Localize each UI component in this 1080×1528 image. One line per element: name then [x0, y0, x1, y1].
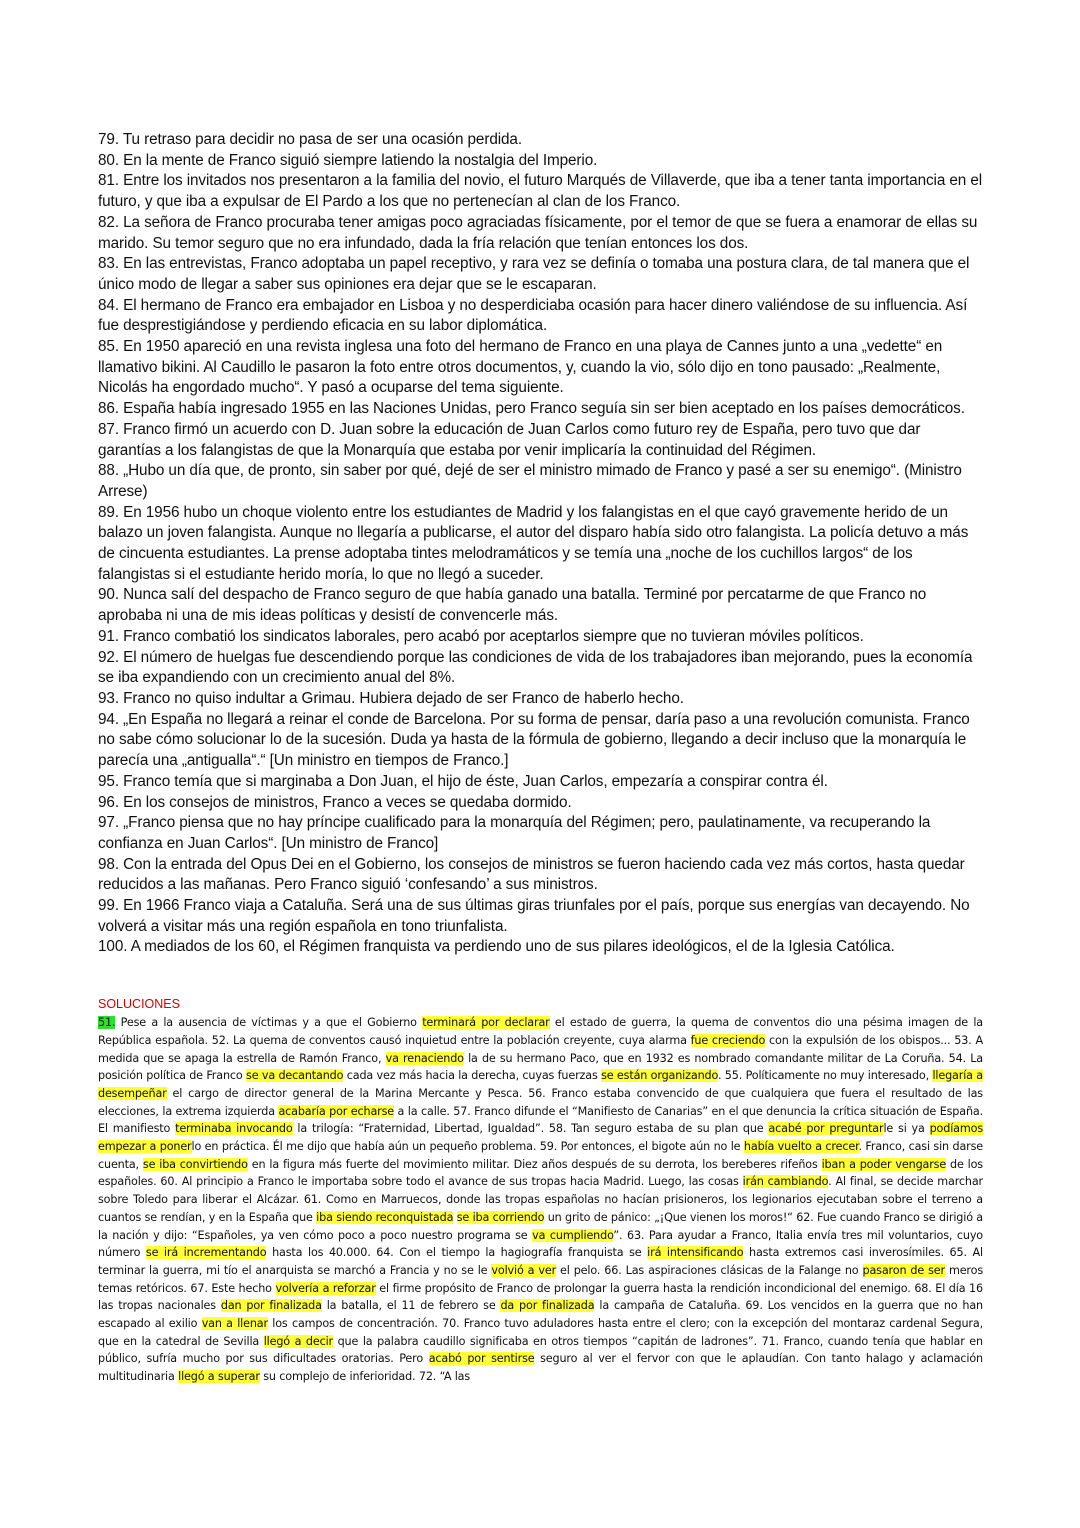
solution-text: cada vez más hacia la derecha, cuyas fuerzas: [343, 1069, 602, 1083]
highlighted-phrase: van a llenar: [201, 1317, 268, 1331]
list-item: 96. En los consejos de ministros, Franco a veces se quedaba dormido.: [98, 793, 572, 811]
solution-text: le si ya: [883, 1122, 930, 1136]
solution-text: a la calle. 57. Franco difunde el “Manifiesto de Canarias” en el que denuncia la crítica situación de España. El manifiesto: [98, 1104, 983, 1136]
solution-text: . Franco, casi sin darse cuenta,: [98, 1140, 984, 1171]
list-item: 87. Franco firmó un acuerdo con D. Juan sobre la educación de Juan Carlos como futuro rey de España, pero tuvo que dar garantías a los falangistas de que la Monarquía que estaba por venir implicaría la continuidad del Régimen.: [98, 420, 921, 459]
solution-text: su complejo de inferioridad. 72. “A las: [259, 1370, 471, 1384]
list-item: 90. Nunca salí del despacho de Franco seguro de que había ganado una batalla. Terminé por percatarme de que Franco no aprobaba ni una de mis ideas políticas y desistí de convencerle más.: [98, 586, 927, 625]
solutions-paragraph: [98, 1014, 983, 1386]
highlighted-phrase: va renaciendo: [385, 1051, 464, 1065]
highlighted-phrase: había vuelto a crecer: [743, 1140, 859, 1154]
solution-text: el pelo. 66. Las aspiraciones clásicas de la Falange no: [556, 1263, 863, 1277]
list-item: 84. El hermano de Franco era embajador en Lisboa y no desperdiciaba ocasión para hacer dinero valiéndose de su influencia. Así fue desprestigiándose y perdiendo eficacia en su labor diplomática.: [98, 296, 968, 335]
highlighted-phrase: va cumpliendo: [532, 1228, 614, 1242]
solution-text: hasta extremos casi inverosímiles. 65. Al terminar la guerra, mi tío el anarquista se marchó a Francia y no se le: [98, 1246, 983, 1277]
solution-text: que la palabra caudillo significaba en otros tiempos “capitán de ladrones”. 71. Franco, cuando tenía que hablar en público, sufría mucho por sus dificultades oratorias. Pero: [98, 1334, 983, 1366]
list-item: 100. A mediados de los 60, el Régimen franquista va perdiendo uno de sus pilares ideológicos, el de la Iglesia Católica.: [98, 938, 895, 956]
list-item: 82. La señora de Franco procuraba tener amigas poco agraciadas físicamente, por el temor de que se fuera a enamorar de ellas su marido. Su temor seguro que no era infundado, dada la fría relación que tenían entonces los dos.: [98, 213, 978, 252]
solution-text: . 55. Políticamente no muy interesado,: [717, 1069, 933, 1083]
list-item: 98. Con la entrada del Opus Dei en el Gobierno, los consejos de ministros se fueron haciendo cada vez más cortos, hasta quedar reducidos a las mañanas. Pero Franco siguió ‘confesando’ a sus ministros.: [98, 855, 965, 894]
highlighted-phrase: irán cambiando: [742, 1175, 829, 1189]
list-item: 91. Franco combatió los sindicatos laborales, pero acabó por aceptarlos siempre que no tuvieran móviles políticos.: [98, 627, 864, 645]
list-item: 95. Franco temía que si marginaba a Don Juan, el hijo de éste, Juan Carlos, empezaría a conspirar contra él.: [98, 772, 828, 790]
highlighted-phrase: llegó a decir: [263, 1334, 333, 1348]
solution-text: de los españoles. 60. Al principio a Franco le importaba sobre todo el avance de sus tropas hacia Madrid. Luego, las cosas: [98, 1157, 983, 1189]
highlighted-phrase: llegó a superar: [178, 1370, 260, 1384]
list-item: 93. Franco no quiso indultar a Grimau. Hubiera dejado de ser Franco de haberlo hecho.: [98, 689, 684, 707]
quote-list: [98, 130, 983, 958]
solution-text: la trilogía: “Fraternidad, Libertad, Igualdad”. 58. Tan seguro estaba de su plan que: [292, 1122, 769, 1136]
highlighted-phrase: acabé por preguntar: [768, 1122, 884, 1136]
highlighted-phrase: irá intensificando: [647, 1246, 744, 1260]
list-item: 88. „Hubo un día que, de pronto, sin saber por qué, dejé de ser el ministro mimado de Franco y pasé a ser su enemigo“. (Ministro Arrese): [98, 462, 962, 500]
highlighted-phrase: dan por finalizada: [220, 1299, 322, 1313]
highlighted-phrase: se iba convirtiendo: [142, 1157, 248, 1171]
list-item: 79. Tu retraso para decidir no pasa de ser una ocasión perdida.: [98, 131, 522, 148]
highlighted-phrase: iba siendo reconquistada: [316, 1210, 454, 1224]
solution-text: la de su hermano Paco, que en 1932 es nombrado comandante militar de La Coruña. 54. La posición política de Franco: [98, 1051, 983, 1083]
list-item: 94. „En España no llegará a reinar el conde de Barcelona. Por su forma de pensar, daría paso a una revolución comunista. Franco no sabe cómo solucionar lo de la sucesión. Duda ya hasta de la fórmula de gobierno, llegando a decir incluso que la monarquía le parecía una „antigualla“.“ [Un ministro en tiempos de Franco.]: [98, 710, 970, 770]
highlighted-phrase: se están organizando: [601, 1069, 718, 1083]
list-item: 81. Entre los invitados nos presentaron a la familia del novio, el futuro Marqués de Villaverde, que iba a tener tanta importancia en el futuro, y que iba a expulsar de El Pardo a los que no pertenecían al clan de los Franco.: [98, 172, 983, 211]
list-item: 97. „Franco piensa que no hay príncipe cualificado para la monarquía del Régimen; pero, paulatinamente, va recuperando la confianza en Juan Carlos“. [Un ministro de Franco]: [98, 814, 931, 852]
highlighted-phrase: pasaron de ser: [862, 1263, 945, 1277]
highlighted-phrase: volvió a ver: [491, 1263, 557, 1277]
solution-text: ”. 63. Para ayudar a Franco, Italia envía tres mil voluntarios, cuyo número: [98, 1228, 984, 1260]
solution-text: Pese a la ausencia de víctimas y a que el Gobierno: [115, 1016, 423, 1030]
solution-text: un grito de pánico: „¡Que vienen los moros!“ 62. Fue cuando Franco se dirigió a la nación y dijo: “Españoles, ya ven cómo poco a poco nuestro programa se: [98, 1210, 984, 1242]
highlighted-phrase: se va decantando: [246, 1069, 344, 1083]
highlighted-phrase: se iba corriendo: [456, 1210, 545, 1224]
solution-text: los campos de concentración. 70. Franco tuvo aduladores hasta entre el clero; con la excepción del montaraz cardenal Segura, que en la catedral de Sevilla: [98, 1317, 983, 1348]
highlighted-phrase: acabaría por echarse: [278, 1104, 395, 1118]
highlighted-number: 51.: [98, 1016, 116, 1030]
highlighted-phrase: llegaría a desempeñar: [98, 1069, 983, 1100]
highlighted-phrase: se irá incrementando: [145, 1246, 267, 1260]
list-item: 85. En 1950 apareció en una revista inglesa una foto del hermano de Franco en una playa de Cannes junto a una „vedette“ en llamativo bikini. Al Caudillo le pasaron la foto entre otros documentos, y, cuando la vio, sólo dijo en tono pausado: „Realmente, Nicolás ha engordado mucho“. Y pasó a ocuparse del tema siguiente.: [98, 338, 943, 397]
document-page: [98, 130, 983, 1386]
solution-text: el firme propósito de Franco de prolongar la guerra hasta la rendición incondicional del enemigo. 68. El día 16 las tropas nacionales: [98, 1281, 983, 1313]
solutions-heading: SOLUCIONES: [98, 997, 180, 1012]
highlighted-phrase: volvería a reforzar: [275, 1281, 376, 1295]
highlighted-phrase: acabó por sentirse: [428, 1352, 535, 1366]
list-item: 83. En las entrevistas, Franco adoptaba un papel receptivo, y rara vez se definía o tomaba una postura clara, de tal manera que el único modo de llegar a saber sus opiniones era dejar que se le escaparan.: [98, 255, 970, 293]
list-item: 89. En 1956 hubo un choque violento entre los estudiantes de Madrid y los falangistas en el que cayó gravemente herido de un balazo un joven falangista. Aunque no llegaría a publicarse, el autor del disparo había sido otro falangista. La policía detuvo a más de cincuenta estudiantes. La prense adoptaba tintes melodramáticos y se temía una „noche de los cuchillos largos“ de los falangistas si el estudiante herido moría, lo que no llegó a suceder.: [98, 503, 969, 583]
solution-text: . Al final, se decide marchar sobre Toledo para liberar el Alcázar. 61. Como en Marruecos, donde las tropas españolas no hacían prisioneros, los legionarios ejecutaban sobre el terreno a cuantos se rendían, y en la España que: [98, 1175, 984, 1224]
list-item: 80. En la mente de Franco siguió siempre latiendo la nostalgia del Imperio.: [98, 151, 598, 169]
solution-text: en la figura más fuerte del movimiento militar. Diez años después de su derrota, los bereberes rifeños: [247, 1157, 822, 1171]
list-item: 92. El número de huelgas fue descendiendo porque las condiciones de vida de los trabajadores iban mejorando, pues la economía se iba expandiendo con un crecimiento anual del 8%.: [98, 648, 973, 687]
solution-text: la campaña de Cataluña. 69. Los vencidos en la guerra que no han escapado al exilio: [98, 1299, 983, 1331]
solution-text: seguro al ver el fervor con que le aplaudían. Con tanto halago y aclamación multitudinaria: [98, 1352, 983, 1384]
solution-text: lo en práctica. Él me dijo que había aún un pequeño problema. 59. Por entonces, el bigote aún no le: [191, 1140, 744, 1154]
solution-text: el estado de guerra, la quema de conventos dio una pésima imagen de la República española. 52. La quema de conventos causó inquietud entre la población creyente, cuya alarma: [98, 1016, 984, 1047]
list-item: 99. En 1966 Franco viaja a Cataluña. Será una de sus últimas giras triunfales por el país, porque sus energías van decayendo. No volverá a visitar más una región española en tono triunfalista.: [98, 897, 970, 935]
solution-text: el cargo de director general de la Marina Mercante y Pesca. 56. Franco estaba convencido de que cualquiera que fuera el resultado de las elecciones, la extrema izquierda: [98, 1086, 983, 1118]
highlighted-phrase: fue creciendo: [690, 1033, 766, 1047]
highlighted-phrase: terminaba invocando: [175, 1122, 293, 1136]
solution-text: hasta los 40.000. 64. Con el tiempo la hagiografía franquista se: [266, 1246, 648, 1260]
solution-text: la batalla, el 11 de febrero se: [321, 1299, 501, 1313]
highlighted-phrase: terminará por declarar: [422, 1016, 550, 1030]
solution-text: meros temas retóricos. 67. Este hecho: [98, 1263, 983, 1295]
highlighted-phrase: da por finalizada: [500, 1299, 595, 1313]
solution-text: con la expulsión de los obispos... 53. A medida que se apaga la estrella de Ramón Franco,: [98, 1033, 983, 1065]
highlighted-phrase: iban a poder vengarse: [821, 1157, 947, 1171]
highlighted-phrase: podíamos empezar a poner: [98, 1122, 983, 1154]
list-item: 86. España había ingresado 1955 en las Naciones Unidas, pero Franco seguía sin ser bien aceptado en los países democráticos.: [98, 400, 965, 418]
